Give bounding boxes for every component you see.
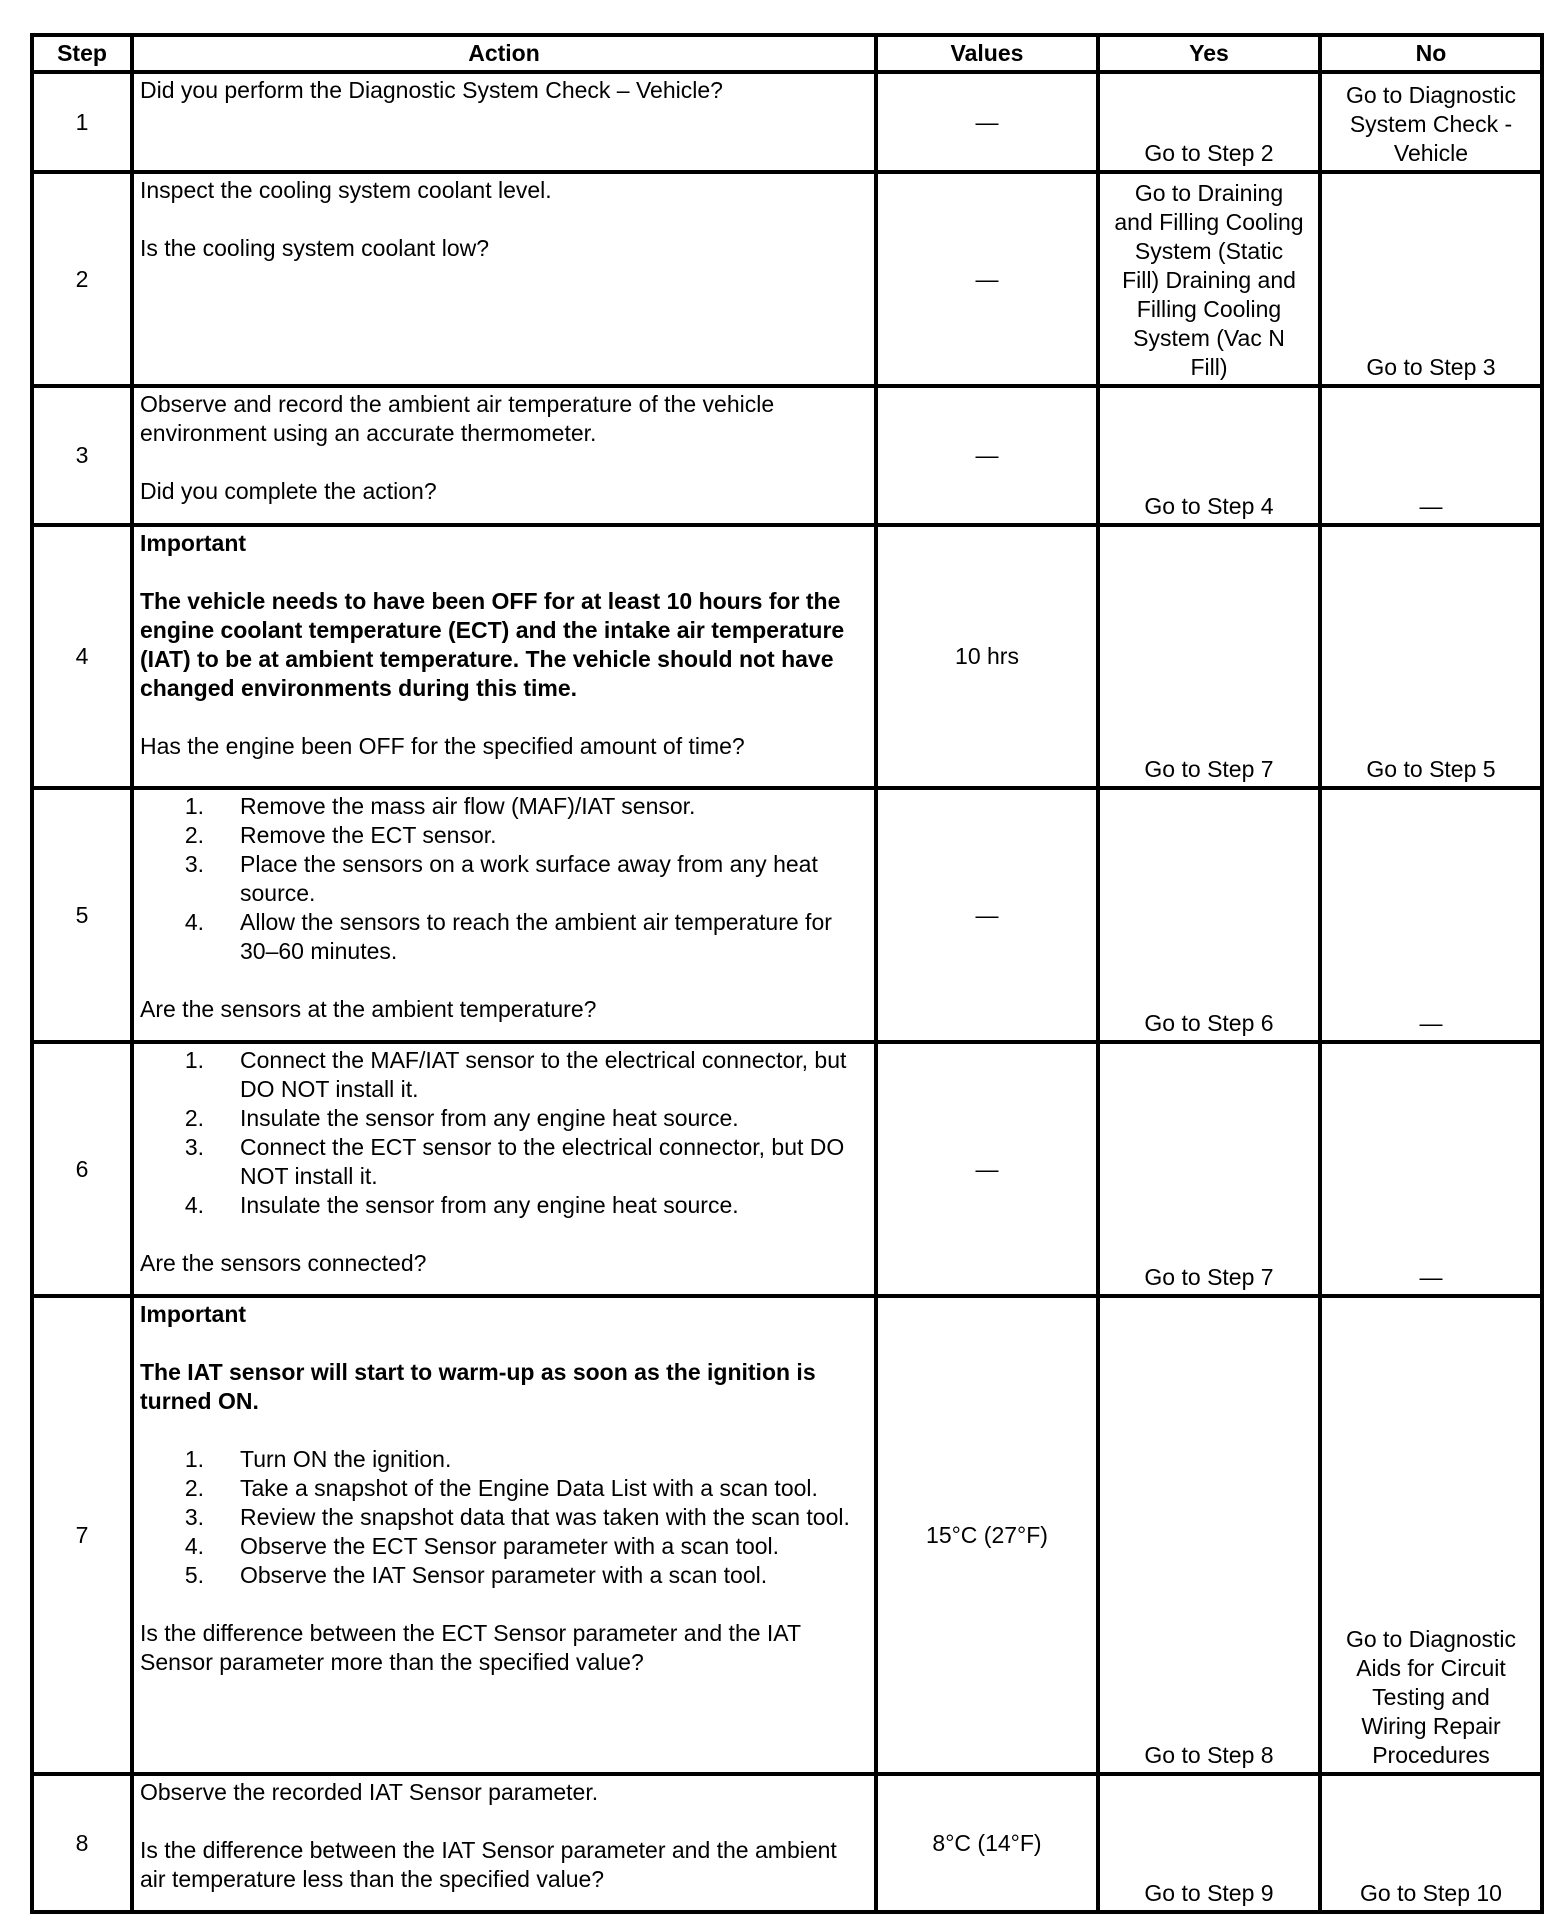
step-number: 5 bbox=[32, 788, 132, 1042]
action-intro: Observe the recorded IAT Sensor parameter. bbox=[140, 1779, 599, 1805]
yes-result: Go to Step 7 bbox=[1144, 756, 1274, 782]
list-text: Observe the ECT Sensor parameter with a scan tool. bbox=[240, 1533, 780, 1559]
list-item bbox=[140, 908, 868, 966]
value-cell: — bbox=[876, 1042, 1098, 1296]
action-cell bbox=[132, 1042, 876, 1296]
value-cell: 10 hrs bbox=[876, 525, 1098, 788]
list-item bbox=[140, 792, 868, 821]
no-cell bbox=[1320, 1296, 1542, 1774]
list-text: Turn ON the ignition. bbox=[240, 1446, 452, 1472]
procedure-list bbox=[140, 1445, 868, 1590]
step-number: 1 bbox=[32, 72, 132, 172]
step-number: 7 bbox=[32, 1296, 132, 1774]
yes-cell bbox=[1098, 1042, 1320, 1296]
action-question: Is the cooling system coolant low? bbox=[140, 235, 490, 261]
list-text: Take a snapshot of the Engine Data List with a scan tool. bbox=[240, 1475, 818, 1501]
yes-cell bbox=[1098, 172, 1320, 386]
yes-result: Go to Step 9 bbox=[1144, 1880, 1274, 1906]
list-text: Allow the sensors to reach the ambient air temperature for 30–60 minutes. bbox=[240, 909, 832, 964]
list-text: Remove the ECT sensor. bbox=[240, 822, 497, 848]
important-title: Important bbox=[140, 530, 247, 556]
no-cell bbox=[1320, 525, 1542, 788]
action-cell bbox=[132, 788, 876, 1042]
table-row bbox=[32, 72, 1542, 172]
list-number: 2. bbox=[184, 822, 204, 848]
action-cell bbox=[132, 1774, 876, 1912]
header-values: Values bbox=[876, 35, 1098, 72]
header-yes: Yes bbox=[1098, 35, 1320, 72]
table-row bbox=[32, 788, 1542, 1042]
list-number: 4. bbox=[184, 1533, 204, 1559]
list-item bbox=[140, 1133, 868, 1191]
step-number: 6 bbox=[32, 1042, 132, 1296]
list-text: Connect the ECT sensor to the electrical connector, but DO NOT install it. bbox=[240, 1134, 845, 1189]
list-number: 4. bbox=[184, 1192, 204, 1218]
list-number: 2. bbox=[184, 1105, 204, 1131]
list-item bbox=[140, 1046, 868, 1104]
yes-cell bbox=[1098, 525, 1320, 788]
no-result: Go to Diagnostic System Check - Vehicle bbox=[1345, 82, 1517, 166]
diagnostic-table bbox=[30, 33, 1544, 1914]
no-cell bbox=[1320, 386, 1542, 525]
list-number: 3. bbox=[184, 1504, 204, 1530]
step-number: 3 bbox=[32, 386, 132, 525]
table-row bbox=[32, 1774, 1542, 1912]
no-result: Go to Step 10 bbox=[1360, 1880, 1502, 1906]
yes-cell bbox=[1098, 1774, 1320, 1912]
table-row bbox=[32, 1042, 1542, 1296]
procedure-list bbox=[140, 1046, 868, 1220]
no-cell bbox=[1320, 1042, 1542, 1296]
table-row bbox=[32, 1296, 1542, 1774]
list-text: Review the snapshot data that was taken with the scan tool. bbox=[240, 1504, 850, 1530]
header-action: Action bbox=[132, 35, 876, 72]
important-title: Important bbox=[140, 1301, 247, 1327]
list-number: 5. bbox=[184, 1562, 204, 1588]
no-result: — bbox=[1419, 1010, 1443, 1036]
action-question: Is the difference between the IAT Sensor parameter and the ambient air temperature less than the specified value? bbox=[140, 1837, 837, 1892]
list-number: 2. bbox=[184, 1475, 204, 1501]
step-number: 8 bbox=[32, 1774, 132, 1912]
value-cell: 8°C (14°F) bbox=[876, 1774, 1098, 1912]
list-item bbox=[140, 1561, 868, 1590]
value-cell: — bbox=[876, 72, 1098, 172]
list-item bbox=[140, 1445, 868, 1474]
action-cell bbox=[132, 386, 876, 525]
step-number: 4 bbox=[32, 525, 132, 788]
list-number: 3. bbox=[184, 851, 204, 877]
list-item bbox=[140, 850, 868, 908]
no-result: Go to Step 3 bbox=[1366, 354, 1496, 380]
yes-cell bbox=[1098, 72, 1320, 172]
step-number: 2 bbox=[32, 172, 132, 386]
action-question: Are the sensors connected? bbox=[140, 1250, 427, 1276]
procedure-list bbox=[140, 792, 868, 966]
no-cell bbox=[1320, 788, 1542, 1042]
list-text: Place the sensors on a work surface away from any heat source. bbox=[240, 851, 818, 906]
no-cell bbox=[1320, 172, 1542, 386]
important-text: The IAT sensor will start to warm-up as soon as the ignition is turned ON. bbox=[140, 1359, 816, 1414]
list-number: 1. bbox=[184, 793, 204, 819]
action-cell bbox=[132, 72, 876, 172]
list-text: Observe the IAT Sensor parameter with a scan tool. bbox=[240, 1562, 768, 1588]
list-item bbox=[140, 1503, 868, 1532]
no-cell bbox=[1320, 1774, 1542, 1912]
list-text: Remove the mass air flow (MAF)/IAT sensor. bbox=[240, 793, 696, 819]
yes-result: Go to Draining and Filling Cooling System (Static Fill) Draining and Filling Cooling System (Vac N Fill) bbox=[1114, 180, 1304, 380]
action-question: Has the engine been OFF for the specified amount of time? bbox=[140, 733, 745, 759]
list-text: Insulate the sensor from any engine heat source. bbox=[240, 1192, 739, 1218]
action-cell bbox=[132, 1296, 876, 1774]
no-result: Go to Step 5 bbox=[1366, 756, 1496, 782]
action-cell bbox=[132, 172, 876, 386]
important-text: The vehicle needs to have been OFF for at least 10 hours for the engine coolant temperature (ECT) and the intake air temperature (IAT) to be at ambient temperature. The vehicle should not have changed environments during this time. bbox=[140, 588, 845, 701]
list-item bbox=[140, 1104, 868, 1133]
no-result: Go to Diagnostic Aids for Circuit Testing and Wiring Repair Procedures bbox=[1345, 1626, 1517, 1768]
table-row bbox=[32, 172, 1542, 386]
list-text: Connect the MAF/IAT sensor to the electrical connector, but DO NOT install it. bbox=[240, 1047, 847, 1102]
action-question: Is the difference between the ECT Sensor parameter and the IAT Sensor parameter more than the specified value? bbox=[140, 1620, 801, 1675]
action-cell bbox=[132, 525, 876, 788]
value-cell: — bbox=[876, 788, 1098, 1042]
list-number: 4. bbox=[184, 909, 204, 935]
list-item bbox=[140, 1532, 868, 1561]
value-cell: — bbox=[876, 172, 1098, 386]
action-intro: Observe and record the ambient air temperature of the vehicle environment using an accurate thermometer. bbox=[140, 391, 775, 446]
list-text: Insulate the sensor from any engine heat source. bbox=[240, 1105, 739, 1131]
value-cell: — bbox=[876, 386, 1098, 525]
list-item bbox=[140, 1474, 868, 1503]
header-step: Step bbox=[32, 35, 132, 72]
yes-result: Go to Step 7 bbox=[1144, 1264, 1274, 1290]
yes-cell bbox=[1098, 788, 1320, 1042]
no-cell bbox=[1320, 72, 1542, 172]
action-intro: Inspect the cooling system coolant level. bbox=[140, 177, 552, 203]
header-row bbox=[32, 35, 1542, 72]
no-result: — bbox=[1419, 1264, 1443, 1290]
table-row bbox=[32, 386, 1542, 525]
yes-result: Go to Step 4 bbox=[1144, 493, 1274, 519]
list-number: 1. bbox=[184, 1047, 204, 1073]
yes-result: Go to Step 8 bbox=[1144, 1742, 1274, 1768]
list-number: 1. bbox=[184, 1446, 204, 1472]
yes-result: Go to Step 2 bbox=[1144, 140, 1274, 166]
value-cell: 15°C (27°F) bbox=[876, 1296, 1098, 1774]
action-question: Did you complete the action? bbox=[140, 478, 437, 504]
list-number: 3. bbox=[184, 1134, 204, 1160]
action-intro: Did you perform the Diagnostic System Check – Vehicle? bbox=[140, 77, 723, 103]
yes-cell bbox=[1098, 1296, 1320, 1774]
yes-cell bbox=[1098, 386, 1320, 525]
header-no: No bbox=[1320, 35, 1542, 72]
list-item bbox=[140, 1191, 868, 1220]
table-row bbox=[32, 525, 1542, 788]
list-item bbox=[140, 821, 868, 850]
no-result: — bbox=[1419, 493, 1443, 519]
action-question: Are the sensors at the ambient temperature? bbox=[140, 996, 597, 1022]
yes-result: Go to Step 6 bbox=[1144, 1010, 1274, 1036]
